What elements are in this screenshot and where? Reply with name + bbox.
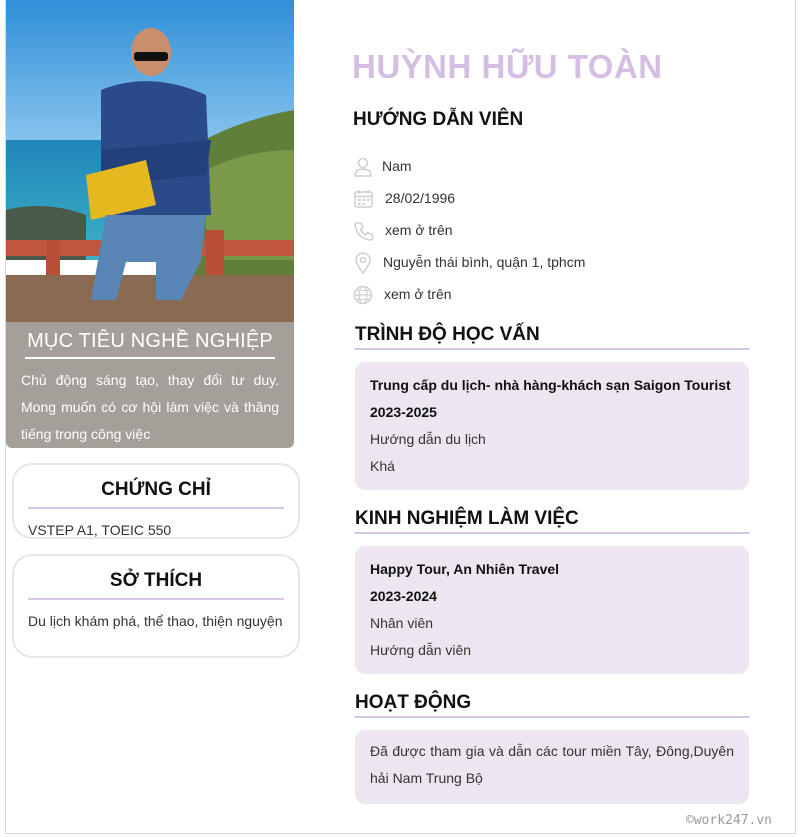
- gender-value: Nam: [382, 158, 412, 174]
- certificates-divider: [28, 507, 284, 509]
- hobbies-text: Du lịch khám phá, thể thao, thiện nguyện: [28, 613, 283, 629]
- education-title: TRÌNH ĐỘ HỌC VẤN: [355, 324, 540, 345]
- experience-company: Happy Tour, An Nhiên Travel: [370, 561, 560, 577]
- certificates-text: VSTEP A1, TOEIC 550: [28, 522, 172, 538]
- globe-icon: [353, 284, 375, 306]
- calendar-icon: [353, 188, 375, 210]
- objective-divider: [25, 357, 275, 359]
- watermark: ©work247.vn: [685, 813, 772, 828]
- objective-text: Chủ động sáng tạo, thay đổi tư duy. Mong muốn có cơ hội làm việc và thăng tiếng trong công việc: [21, 372, 279, 442]
- phone-icon: [353, 220, 375, 242]
- career-objective-section: [6, 322, 294, 448]
- dob-value: 28/02/1996: [385, 190, 456, 206]
- user-icon: [353, 156, 375, 178]
- profile-photo: [6, 0, 294, 322]
- job-title: HƯỚNG DẪN VIÊN: [353, 109, 524, 130]
- education-school: Trung cấp du lịch- nhà hàng-khách sạn Saigon Tourist: [370, 377, 731, 393]
- experience-role: Hướng dẫn viên: [370, 642, 472, 658]
- hobbies-divider: [28, 598, 284, 600]
- education-grade: Khá: [370, 458, 395, 474]
- address-value: Nguyễn thái bình, quận 1, tphcm: [383, 254, 586, 270]
- objective-title: MỤC TIÊU NGHỀ NGHIỆP: [27, 330, 273, 352]
- activities-box: [355, 730, 749, 804]
- experience-box: [355, 546, 749, 674]
- certificates-card: [12, 463, 300, 539]
- full-name: HUỲNH HỮU TOÀN: [352, 48, 663, 85]
- website-value: xem ở trên: [384, 286, 452, 302]
- experience-period: 2023-2024: [370, 588, 437, 604]
- certificates-title: CHỨNG CHỈ: [101, 479, 211, 500]
- experience-position: Nhân viên: [370, 615, 434, 631]
- experience-title: KINH NGHIỆM LÀM VIỆC: [355, 508, 579, 529]
- activities-divider: [355, 716, 749, 718]
- education-period: 2023-2025: [370, 404, 437, 420]
- experience-divider: [355, 532, 749, 534]
- phone-value: xem ở trên: [385, 222, 453, 238]
- activities-title: HOẠT ĐỘNG: [355, 692, 472, 713]
- activities-text: Đã được tham gia và dẫn các tour miền Tây, Đông,Duyên hải Nam Trung Bộ: [370, 743, 734, 786]
- hobbies-title: SỞ THÍCH: [109, 570, 203, 591]
- hobbies-card: [12, 554, 300, 658]
- education-box: [355, 362, 749, 490]
- education-major: Hướng dẫn du lịch: [370, 431, 486, 447]
- education-divider: [355, 348, 749, 350]
- location-pin-icon: [353, 252, 375, 274]
